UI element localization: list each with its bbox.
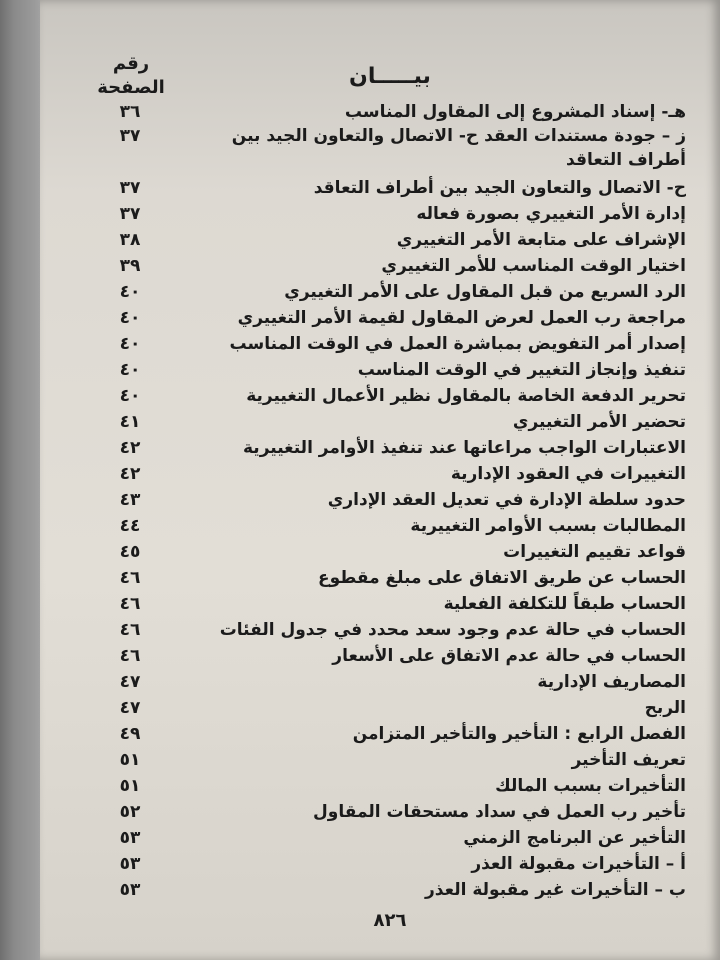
- toc-entry-title: الفصل الرابع : التأخير والتأخير المتزامن: [352, 724, 686, 744]
- toc-entry: [40, 462, 720, 486]
- toc-entry-page-number: ٤٧: [119, 672, 141, 692]
- toc-entry: [40, 280, 720, 304]
- page-number: ٨٢٦: [373, 910, 407, 931]
- toc-entry-page-number: ٤٣: [119, 490, 141, 510]
- toc-entry-title: ح- الاتصال والتعاون الجيد بين أطراف التعاقد: [313, 178, 686, 198]
- toc-entry: [40, 254, 720, 278]
- toc-entry: [40, 306, 720, 330]
- toc-entry-page-number: ٤٦: [119, 568, 141, 588]
- toc-entry: [40, 748, 720, 772]
- toc-entry: [40, 670, 720, 694]
- toc-entry-page-number: ٥١: [119, 776, 141, 796]
- toc-entry-title: ز – جودة مستندات العقد ح- الاتصال والتعاون الجيد بين أطراف التعاقد: [231, 126, 686, 170]
- toc-entry: [40, 800, 720, 824]
- toc-entry-page-number: ٤٠: [119, 308, 141, 328]
- page-number-column-header: [86, 52, 176, 100]
- toc-entry-page-number: ٣٨: [119, 230, 141, 250]
- toc-entry-title: قواعد تقييم التغييرات: [503, 542, 686, 562]
- toc-entry-title: أ – التأخيرات مقبولة العذر: [471, 854, 686, 874]
- toc-entry-title: الإشراف على متابعة الأمر التغييري: [396, 230, 686, 250]
- toc-entry: [40, 488, 720, 512]
- toc-entry-page-number: ٥٣: [119, 828, 141, 848]
- toc-entry-title: الحساب في حالة عدم الاتفاق على الأسعار: [332, 646, 686, 666]
- toc-entry: [40, 176, 720, 200]
- toc-entry-page-number: ٣٧: [119, 204, 141, 224]
- toc-entry-page-number: ٣٧: [119, 126, 141, 146]
- toc-entry-page-number: ٤٠: [119, 282, 141, 302]
- book-page: [40, 0, 720, 960]
- toc-entry-title: تأخير رب العمل في سداد مستحقات المقاول: [313, 802, 686, 822]
- toc-entry: [40, 722, 720, 746]
- toc-entry: [40, 566, 720, 590]
- toc-entry-page-number: ٤٤: [119, 516, 141, 536]
- toc-entry-page-number: ٤٩: [119, 724, 141, 744]
- toc-entry-title: حدود سلطة الإدارة في تعديل العقد الإداري: [327, 490, 686, 510]
- toc-entry: [40, 644, 720, 668]
- toc-entry: [40, 826, 720, 850]
- toc-entry: [40, 852, 720, 876]
- toc-entry-page-number: ٤٦: [119, 620, 141, 640]
- toc-entry: [40, 410, 720, 434]
- toc-entry-page-number: ٥٢: [119, 802, 141, 822]
- toc-entry: [40, 436, 720, 460]
- column-header-line-2: الصفحة: [97, 77, 165, 98]
- toc-entry-title: تحضير الأمر التغييري: [512, 412, 686, 432]
- page-title: بيـــــان: [349, 64, 431, 89]
- toc-entry-page-number: ٤٠: [119, 334, 141, 354]
- toc-entry: [40, 100, 720, 124]
- toc-entry-title: الحساب في حالة عدم وجود سعد محدد في جدول الفئات: [219, 620, 686, 640]
- toc-entry: [40, 384, 720, 408]
- toc-entry-page-number: ٤٢: [119, 438, 141, 458]
- toc-entry: [40, 514, 720, 538]
- toc-entry: [40, 358, 720, 382]
- toc-entry-title: هـ- إسناد المشروع إلى المقاول المناسب: [344, 102, 686, 122]
- toc-entry-title: إدارة الأمر التغييري بصورة فعاله: [416, 204, 686, 224]
- toc-entry-page-number: ٥٣: [119, 854, 141, 874]
- toc-entry-title: اختيار الوقت المناسب للأمر التغييري: [381, 256, 686, 276]
- toc-entry-title: ب – التأخيرات غير مقبولة العذر: [425, 880, 686, 900]
- toc-entry-page-number: ٥١: [119, 750, 141, 770]
- toc-entry-title: الحساب عن طريق الاتفاق على مبلغ مقطوع: [318, 568, 686, 588]
- toc-entry: [40, 774, 720, 798]
- toc-entry-page-number: ٤٢: [119, 464, 141, 484]
- toc-entry-title: تحرير الدفعة الخاصة بالمقاول نظير الأعمال التغييرية: [246, 386, 686, 406]
- toc-entry-title: التغييرات في العقود الإدارية: [450, 464, 686, 484]
- toc-entry-page-number: ٥٣: [119, 880, 141, 900]
- toc-entry-title: التأخيرات بسبب المالك: [495, 776, 686, 796]
- toc-entry-title: الحساب طبقاً للتكلفة الفعلية: [443, 594, 686, 614]
- toc-entry: [40, 878, 720, 902]
- toc-entry-page-number: ٤٦: [119, 646, 141, 666]
- toc-entry: [40, 696, 720, 720]
- toc-entry-title: المصاريف الإدارية: [537, 672, 686, 692]
- toc-entry: [40, 592, 720, 616]
- toc-entry: [40, 228, 720, 252]
- toc-entry-page-number: ٤٦: [119, 594, 141, 614]
- toc-entry-page-number: ٣٦: [119, 102, 141, 122]
- toc-entry-title: تنفيذ وإنجاز التغيير في الوقت المناسب: [357, 360, 686, 380]
- toc-entry: [40, 124, 720, 172]
- column-header-line-1: رقم: [112, 53, 150, 74]
- toc-entry-page-number: ٤٠: [119, 360, 141, 380]
- toc-entry-page-number: ٣٧: [119, 178, 141, 198]
- toc-entry-title: الاعتبارات الواجب مراعاتها عند تنفيذ الأوامر التغييرية: [243, 438, 686, 458]
- toc-entry: [40, 540, 720, 564]
- toc-entry-title: إصدار أمر التفويض بمباشرة العمل في الوقت المناسب: [229, 334, 686, 354]
- toc-entry-title: تعريف التأخير: [571, 750, 686, 770]
- toc-entry: [40, 618, 720, 642]
- toc-entry: [40, 202, 720, 226]
- toc-entry-title: المطالبات بسبب الأوامر التغييرية: [410, 516, 686, 536]
- toc-entry: [40, 332, 720, 356]
- toc-entry-title: مراجعة رب العمل لعرض المقاول لقيمة الأمر التغييري: [237, 308, 686, 328]
- toc-entry-page-number: ٤٥: [119, 542, 141, 562]
- toc-entry-page-number: ٤٧: [119, 698, 141, 718]
- toc-entry-page-number: ٤٠: [119, 386, 141, 406]
- toc-entry-title: الربح: [644, 698, 686, 718]
- toc-entry-page-number: ٤١: [119, 412, 141, 432]
- toc-entry-title: الرد السريع من قبل المقاول على الأمر التغييري: [284, 282, 686, 302]
- toc-entry-page-number: ٣٩: [119, 256, 141, 276]
- toc-entry-title: التأخير عن البرنامج الزمني: [463, 828, 686, 848]
